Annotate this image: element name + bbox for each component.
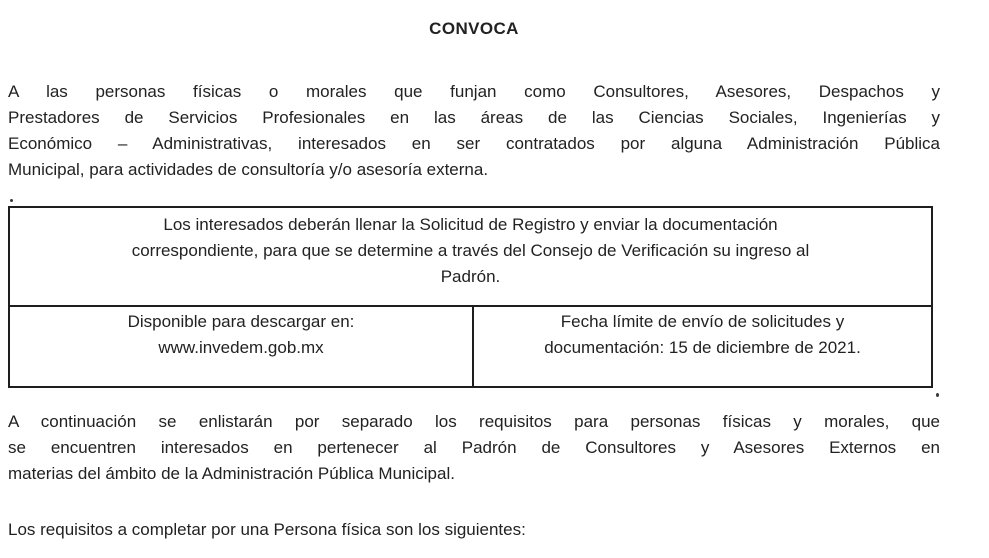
intro-paragraph [8, 79, 940, 183]
document-title: CONVOCA [429, 19, 519, 38]
info-table [8, 206, 933, 388]
download-url: www.invedem.gob.mx [158, 338, 324, 357]
table-row [10, 307, 931, 386]
deadline-line: Fecha límite de envío de solicitudes y [560, 312, 845, 331]
body-line: materias del ámbito de la Administración Pública Municipal. [8, 464, 455, 483]
intro-line: Prestadores de Servicios Profesionales en las áreas de las Ciencias Sociales, Ingenierías y [8, 108, 940, 127]
body-line: se encuentren interesados en pertenecer al Padrón de Consultores y Asesores Externos en [8, 438, 940, 457]
download-cell [10, 307, 474, 386]
deadline-line: documentación: 15 de diciembre de 2021. [544, 338, 861, 357]
intro-line: Económico – Administrativas, interesados en ser contratados por alguna Administración Pública [8, 134, 940, 153]
table-header-line: Padrón. [440, 267, 501, 286]
scan-speck-artifact [936, 393, 939, 397]
scan-speck-artifact [10, 199, 13, 202]
intro-line: Municipal, para actividades de consultoría y/o asesoría externa. [8, 160, 489, 179]
download-label: Disponible para descargar en: [127, 312, 355, 331]
closing-line: Los requisitos a completar por una Persona física son los siguientes: [8, 520, 526, 539]
table-header-cell [10, 208, 931, 307]
table-header-line: correspondiente, para que se determine a través del Consejo de Verificación su ingreso al [131, 241, 810, 260]
body-line: A continuación se enlistarán por separado los requisitos para personas físicas y morales, que [8, 412, 940, 431]
table-header-line: Los interesados deberán llenar la Solicitud de Registro y enviar la documentación [163, 215, 778, 234]
deadline-cell [474, 307, 931, 386]
body-paragraph [8, 409, 940, 487]
intro-line: A las personas físicas o morales que funjan como Consultores, Asesores, Despachos y [8, 82, 940, 101]
